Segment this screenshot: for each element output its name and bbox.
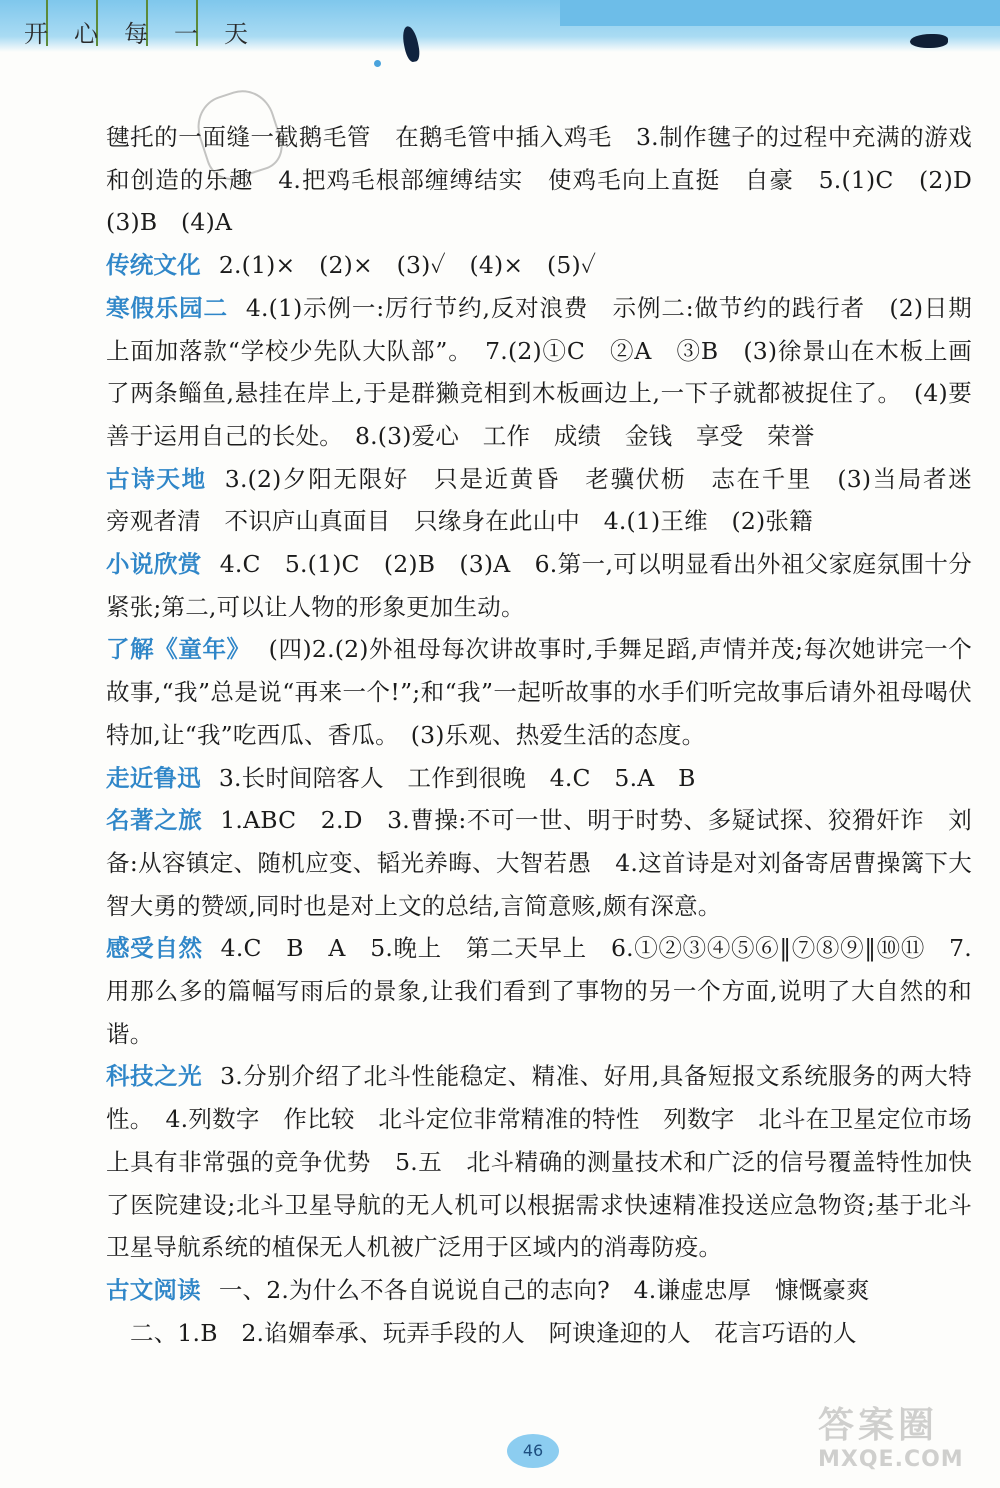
section-heading: 感受自然 (106, 934, 203, 963)
watermark-text: 答案圈 (818, 1405, 939, 1446)
section-heading: 了解《童年》 (106, 635, 251, 664)
answer-text: 4.C 5.(1)C (2)B (3)A 6.第一,可以明显看出外祖父家庭氛围十分紧张;第二,可以让人物的形象更加生动。 (106, 550, 972, 621)
answer-text: 毽托的一面缝一截鹅毛管 在鹅毛管中插入鸡毛 3.制作毽子的过程中充满的游戏和创造的乐趣 4.把鸡毛根部缠缚结实 使鸡毛向上直挺 自豪 5.(1)C (2)D (3)B (4)A (106, 123, 996, 237)
section-heading: 科技之光 (106, 1062, 203, 1091)
bird-icon (910, 34, 948, 48)
section-heading: 古诗天地 (106, 464, 207, 493)
header-char: 心 (74, 20, 98, 48)
answer-paragraph (106, 799, 972, 927)
answer-paragraph (106, 543, 972, 628)
feather-icon (400, 25, 421, 63)
answer-text: 4.C B A 5.晚上 第二天早上 6.①②③④⑤⑥‖⑦⑧⑨‖⑩⑪ 7.用那么多的篇幅写雨后的景象,让我们看到了事物的另一个方面,说明了大自然的和谐。 (106, 934, 972, 1048)
section-heading: 古文阅读 (106, 1275, 201, 1304)
section-heading: 传统文化 (106, 251, 201, 280)
answer-text: 1.ABC 2.D 3.曹操:不可一世、明于时势、多疑试探、狡猾奸诈 刘备:从容镇定、随机应变、韬光养晦、大智若愚 4.这首诗是对刘备寄居曹操篱下大智大勇的赞颂,同时也是对上文的总结,言简意赅,颇有深意。 (106, 806, 972, 920)
answer-paragraph (106, 116, 996, 244)
answer-text: 2.(1)× (2)× (3)✓ (4)× (5)✓ (218, 251, 597, 280)
decor-dot (374, 60, 381, 67)
answer-text: 3.分别介绍了北斗性能稳定、精准、好用,具备短报文系统服务的两大特性。 4.列数字 作比较 北斗定位非常精准的特性 列数字 北斗在卫星定位市场上具有非常强的竞争优势 5.五 北斗精确的测量技术和广泛的信号覆盖特性加快了医院建设;北斗卫星导航的无人机可以根据需求快速精准投送应急物资;基于北斗卫星导航系统的植保无人机被广泛用于区域内的消毒防疫。 (106, 1062, 972, 1262)
answer-paragraph (106, 458, 996, 543)
section-heading: 走近鲁迅 (106, 763, 201, 792)
section-heading: 寒假乐园二 (106, 293, 228, 322)
answer-paragraph (106, 1312, 972, 1355)
answer-paragraph (106, 927, 972, 1055)
answer-text: 二、1.B 2.谄媚奉承、玩弄手段的人 阿谀逢迎的人 花言巧语的人 (130, 1318, 857, 1347)
answer-paragraph (106, 1269, 972, 1312)
watermark-url: MXQE.COM (818, 1447, 964, 1472)
watermark-logo (818, 1406, 988, 1478)
section-heading: 小说欣赏 (106, 550, 202, 579)
answer-text: 3.(2)夕阳无限好 只是近黄昏 老骥伏枥 志在千里 (3)当局者迷 旁观者清 不识庐山真面目 只缘身在此山中 4.(1)王维 (2)张籍 (106, 464, 996, 536)
header-char: 天 (224, 20, 248, 48)
answer-paragraph (106, 1055, 972, 1269)
header-char: 开 (24, 20, 48, 48)
section-heading: 名著之旅 (106, 806, 203, 835)
answer-paragraph (106, 757, 972, 800)
header-char: 每 (124, 20, 148, 48)
banner-sky (560, 0, 1000, 26)
answer-text: (四)2.(2)外祖母每次讲故事时,手舞足蹈,声情并茂;每次她讲完一个故事,“我”总是说“再来一个!”;和“我”一起听故事的水手们听完故事后请外祖母喝伏特加,让“我”吃西瓜、香瓜。 (3)乐观、热爱生活的态度。 (106, 635, 972, 749)
header-title (22, 14, 250, 49)
answer-text: 4.(1)示例一:厉行节约,反对浪费 示例二:做节约的践行者 (2)日期上面加落款“学校少先队大队部”。 7.(2)①C ②A ③B (3)徐景山在木板上画了两条鲻鱼,悬挂在岸上,于是群獭竞相到木板画边上,一下子就都被捉住了。 (4)要善于运用自己的长处。 8.(3)爱心 工作 成绩 金钱 享受 荣誉 (106, 293, 972, 450)
answer-content (106, 116, 996, 1354)
answer-paragraph (106, 244, 972, 287)
answer-paragraph (106, 628, 972, 756)
answer-paragraph (106, 287, 972, 458)
header-banner (0, 0, 1000, 52)
header-char: 一 (174, 20, 198, 48)
answer-text: 一、2.为什么不各自说说自己的志向? 4.谦虚忠厚 慷慨豪爽 (218, 1275, 870, 1304)
answer-text: 3.长时间陪客人 工作到很晚 4.C 5.A B (218, 763, 696, 792)
page-number: 46 (507, 1434, 559, 1468)
